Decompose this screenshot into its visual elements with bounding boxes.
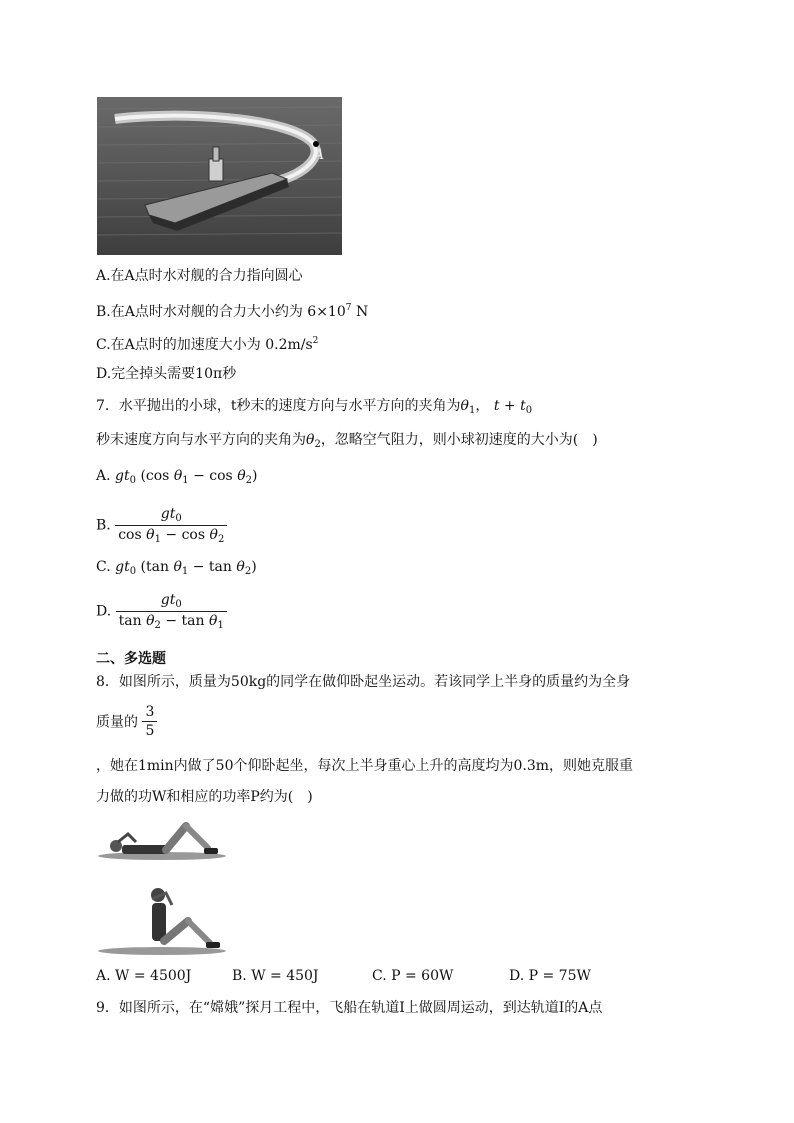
q6-option-b: B.在A点时水对舰的合力大小约为 $6\times 10^7$ N — [96, 303, 369, 320]
carrier-photo — [97, 97, 342, 255]
q8-stem-line1: 8．如图所示，质量为50kg的同学在做仰卧起坐运动。若该同学上半身的质量约为全身 — [96, 674, 631, 690]
q9-stem-line1: 9．如图所示，在“嫦娥”探月工程中，飞船在轨道Ⅰ上做圆周运动，到达轨道Ⅰ的A点 — [96, 1000, 603, 1016]
situp-figure-lying — [96, 812, 230, 862]
q8-option-c: C. P = 60W — [372, 968, 454, 984]
q8-option-a: A. W = 4500J — [96, 968, 192, 984]
q6-option-d: D.完全掉头需要10π秒 — [96, 366, 237, 382]
q8-option-b: B. W = 450J — [232, 968, 319, 984]
q7-option-c: C. $gt_0$ (tan $\theta_1 - \tan \theta_2$) — [96, 559, 257, 577]
q7-option-b-fraction: $\frac{gt_0}{\cos \theta_1 - \cos \theta_2}$ — [115, 506, 227, 545]
section-multiple-choice-heading: 二、多选题 — [96, 651, 166, 667]
q7-option-b: B. $\frac{gt_0}{\cos \theta_1 - \cos \theta_2}$ — [96, 506, 227, 545]
photo-label-a: A — [314, 147, 325, 163]
q8-stem-line4: 力做的功W和相应的功率P约为( ) — [96, 789, 313, 805]
q8-option-d: D. P = 75W — [509, 968, 591, 984]
q8-stem-line2: 质量的 $\frac{3}{5}$ — [96, 704, 157, 739]
q8-stem-line3: ，她在1min内做了50个仰卧起坐，每次上半身重心上升的高度均为0.3m，则她克服重 — [96, 758, 634, 774]
situp-figure-sitting — [96, 883, 230, 955]
q6-option-a: A.在A点时水对舰的合力指向圆心 — [96, 268, 303, 284]
q7-option-a: A. $gt_0$ (cos $\theta_1 - \cos \theta_2$) — [96, 468, 258, 486]
q8-fraction: $\frac{3}{5}$ — [142, 704, 157, 739]
q7-stem-line2: 秒末速度方向与水平方向的夹角为$\theta_2$，忽略空气阻力，则小球初速度的大小为( ) — [96, 432, 598, 450]
q7-option-d: D. $\frac{gt_0}{\tan \theta_2 - \tan \theta_1}$ — [96, 592, 227, 631]
q7-stem-line1: 7．水平抛出的小球，t秒末的速度方向与水平方向的夹角为$\theta_1$， $t + t_0$ — [96, 398, 533, 416]
q6-option-c: C.在A点时的加速度大小为 $0.2m/s^2$ — [96, 336, 319, 353]
q7-option-d-fraction: $\frac{gt_0}{\tan \theta_2 - \tan \theta_1}$ — [116, 592, 227, 631]
